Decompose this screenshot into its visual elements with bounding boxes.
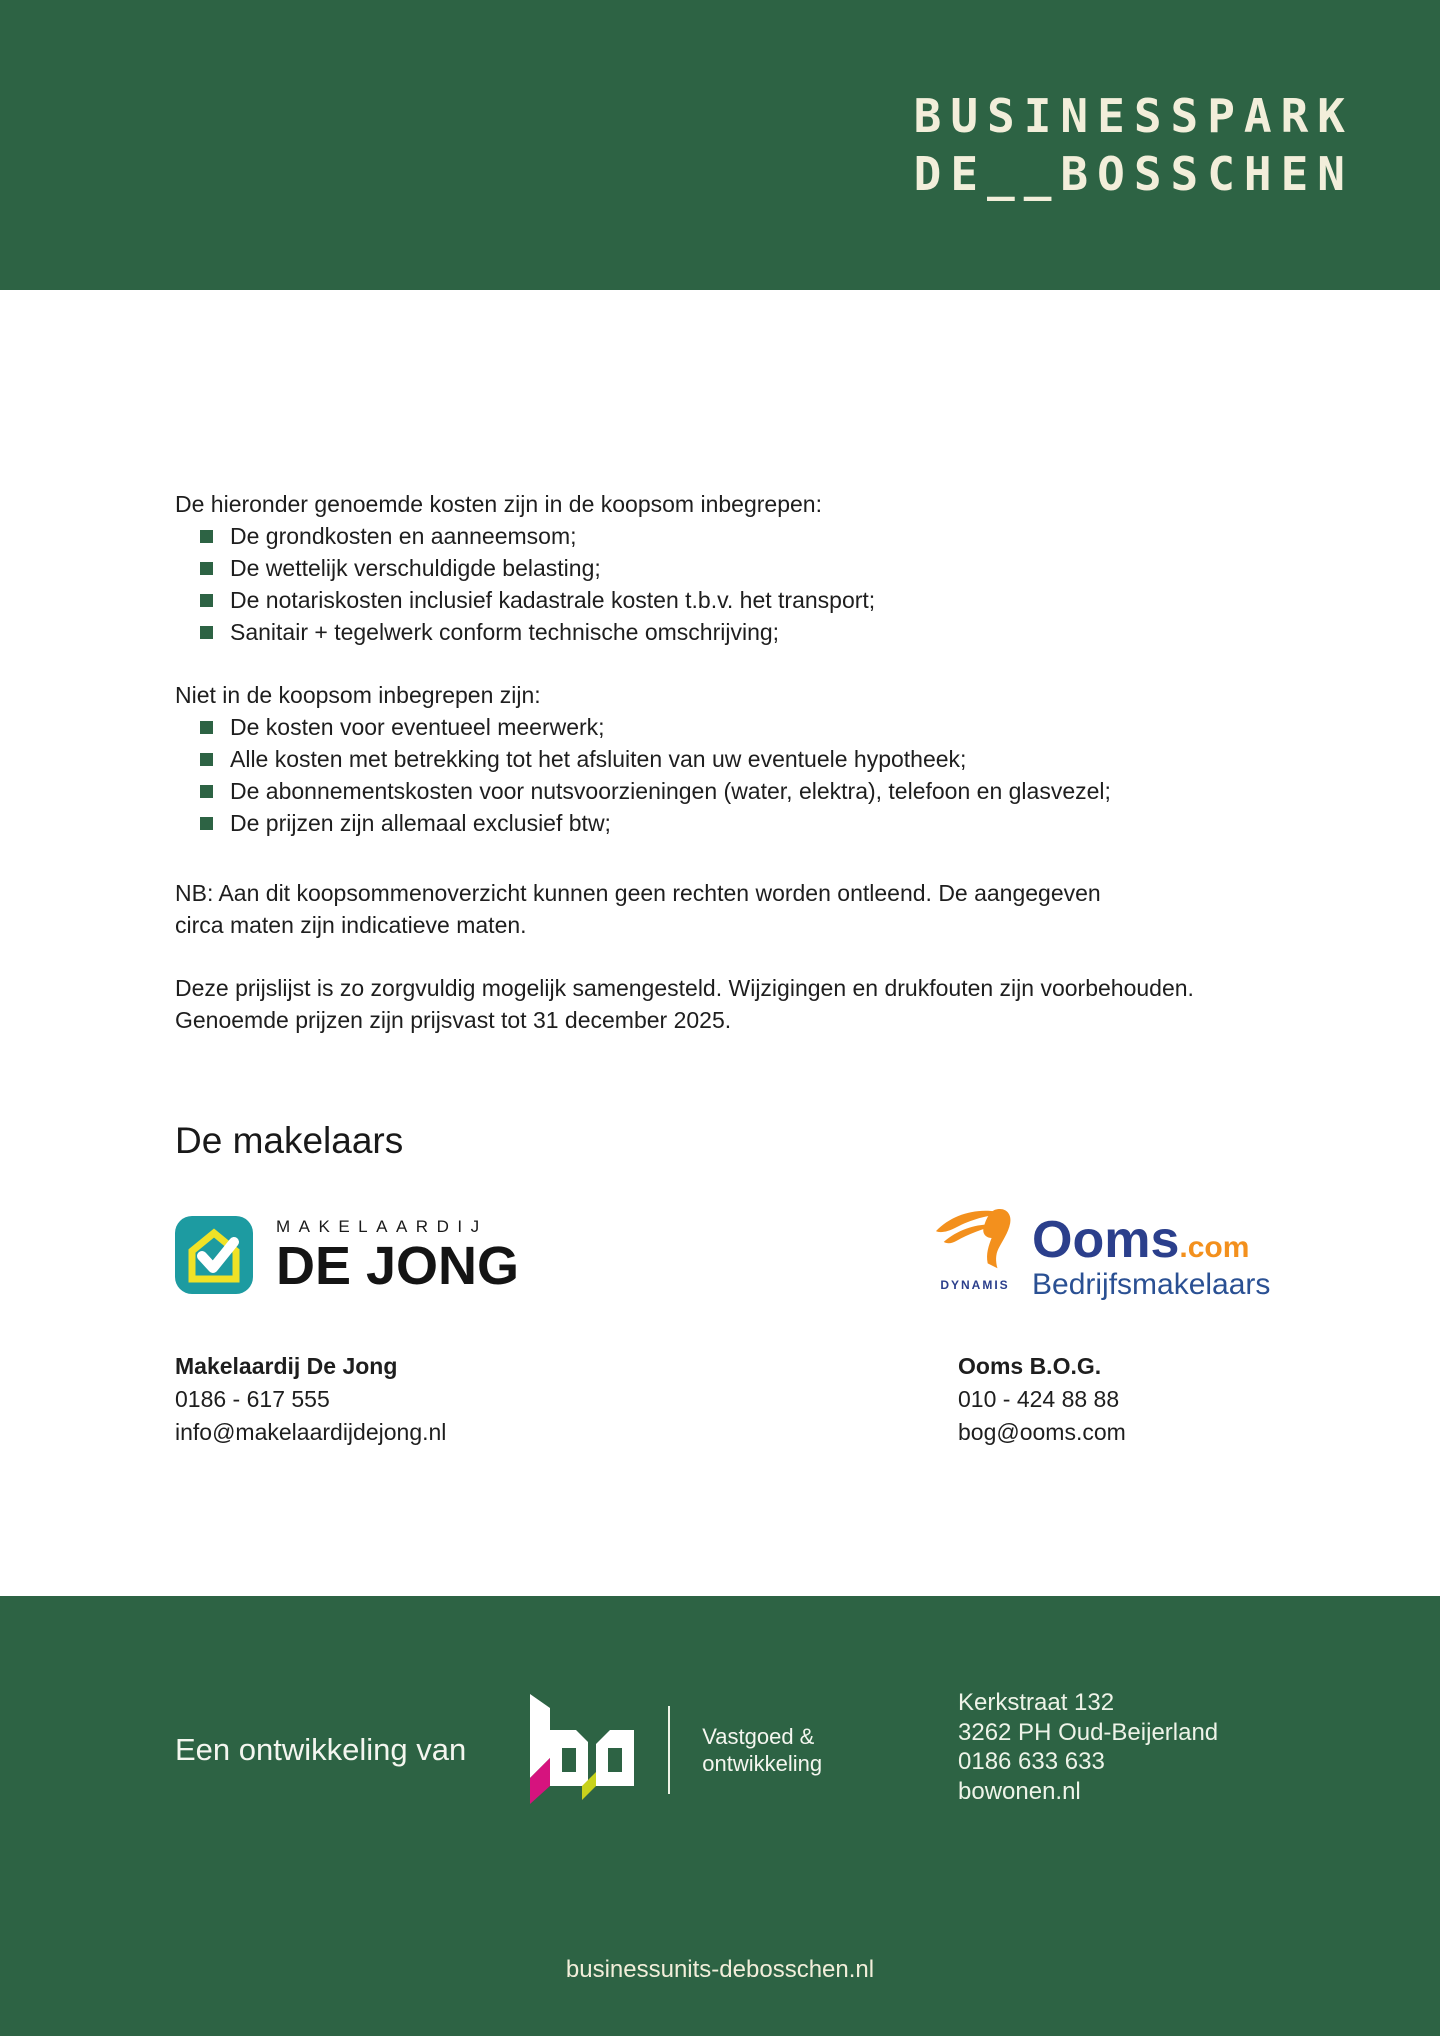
dynamis-mercury-icon: [934, 1204, 1016, 1270]
list-item-text: De grondkosten en aanneemsom;: [230, 522, 577, 549]
dejong-email-link[interactable]: info@makelaardijdejong.nl: [175, 1419, 447, 1445]
nb-line: circa maten zijn indicatieve maten.: [175, 912, 527, 938]
bo-tagline-line: ontwikkeling: [702, 1751, 823, 1776]
list-item: [200, 775, 1440, 807]
list-item-text: De wettelijk verschuldigde belasting;: [230, 554, 601, 581]
broker-contacts-row: [175, 1350, 1440, 1449]
square-bullet-icon: [200, 594, 213, 607]
dejong-contact: [175, 1350, 958, 1449]
footer-divider: [668, 1706, 670, 1794]
address-city: 3262 PH Oud-Beijerland: [958, 1718, 1219, 1746]
nb-line: NB: Aan dit koopsommenoverzicht kunnen geen rechten worden ontleend. De aangegeven: [175, 880, 1101, 906]
developer-row: [0, 1596, 1440, 1806]
ooms-wordmark-sub: Bedrijfsmakelaars: [1032, 1268, 1271, 1301]
bo-tagline: [702, 1723, 822, 1777]
footer-band: [0, 1596, 1440, 2036]
list-item: [200, 520, 1440, 552]
list-item-text: De notariskosten inclusief kadastrale kosten t.b.v. het transport;: [230, 586, 876, 613]
list-item-text: De abonnementskosten voor nutsvoorzieningen (water, elektra), telefoon en glasvezel;: [230, 777, 1111, 804]
dynamis-mark: [934, 1204, 1016, 1292]
list-item-text: De prijzen zijn allemaal exclusief btw;: [230, 809, 611, 836]
dejong-logo: [175, 1216, 958, 1294]
list-item-text: Sanitair + tegelwerk conform technische omschrijving;: [230, 618, 780, 645]
excluded-costs-section: [175, 679, 1440, 839]
brand-logo-line2: DE__BOSSCHEN: [913, 147, 1354, 201]
ooms-email-link[interactable]: bog@ooms.com: [958, 1419, 1126, 1445]
included-costs-lead: De hieronder genoemde kosten zijn in de koopsom inbegrepen:: [175, 491, 822, 517]
list-item: [200, 616, 1440, 648]
ooms-phone: 010 - 424 88 88: [958, 1386, 1120, 1412]
header-band: [0, 0, 1440, 290]
disclaimer-line: Genoemde prijzen zijn prijsvast tot 31 december 2025.: [175, 1007, 732, 1033]
dejong-house-check-icon: [175, 1216, 253, 1294]
nb-paragraph: [175, 877, 1440, 941]
ooms-wordmark-name: Ooms: [1032, 1211, 1180, 1269]
ooms-wordmark: [1032, 1211, 1271, 1302]
developer-website-link[interactable]: bowonen.nl: [958, 1777, 1081, 1805]
broker-logos-row: [175, 1211, 1440, 1302]
included-costs-list: [175, 520, 1440, 648]
dynamis-label: DYNAMIS: [940, 1278, 1010, 1292]
brand-logo-line1: BUSINESSPARK: [913, 89, 1354, 143]
included-costs-section: [175, 488, 1440, 648]
development-label: Een ontwikkeling van: [175, 1732, 467, 1767]
excluded-costs-lead: Niet in de koopsom inbegrepen zijn:: [175, 682, 541, 708]
list-item: [200, 552, 1440, 584]
square-bullet-icon: [200, 817, 213, 830]
list-item-text: Alle kosten met betrekking tot het afsluiten van uw eventuele hypotheek;: [230, 745, 967, 772]
disclaimer-paragraph: [175, 972, 1440, 1036]
developer-address: [958, 1688, 1218, 1806]
square-bullet-icon: [200, 626, 213, 639]
dejong-contact-name: Makelaardij De Jong: [175, 1353, 398, 1379]
address-street: Kerkstraat 132: [958, 1689, 1115, 1716]
square-bullet-icon: [200, 530, 213, 543]
square-bullet-icon: [200, 753, 213, 766]
ooms-wordmark-tld: .com: [1179, 1231, 1250, 1264]
square-bullet-icon: [200, 721, 213, 734]
dejong-wordmark: [276, 1217, 520, 1296]
square-bullet-icon: [200, 785, 213, 798]
dejong-wordmark-top: MAKELAARDIJ: [276, 1217, 488, 1236]
dejong-phone: 0186 - 617 555: [175, 1386, 330, 1412]
excluded-costs-list: [175, 711, 1440, 839]
address-phone: 0186 633 633: [958, 1748, 1105, 1775]
ooms-contact: [958, 1350, 1440, 1449]
ooms-logo: [940, 1211, 1440, 1302]
ooms-contact-name: Ooms B.O.G.: [958, 1353, 1102, 1379]
brokers-heading: De makelaars: [175, 1120, 404, 1161]
bo-tagline-line: Vastgoed &: [702, 1724, 815, 1749]
list-item: [200, 711, 1440, 743]
list-item: [200, 743, 1440, 775]
main-content: [0, 290, 1440, 1449]
disclaimer-line: Deze prijslijst is zo zorgvuldig mogelijk samengesteld. Wijzigingen en drukfouten zijn voorbehouden.: [175, 975, 1194, 1001]
bo-wonen-logo-icon: [516, 1694, 634, 1806]
dejong-wordmark-bottom: DE JONG: [276, 1236, 520, 1296]
list-item: [200, 807, 1440, 839]
list-item: [200, 584, 1440, 616]
list-item-text: De kosten voor eventueel meerwerk;: [230, 713, 605, 740]
project-website-link[interactable]: businessunits-debosschen.nl: [565, 1956, 875, 1983]
square-bullet-icon: [200, 562, 213, 575]
project-site: [0, 1956, 1440, 1984]
